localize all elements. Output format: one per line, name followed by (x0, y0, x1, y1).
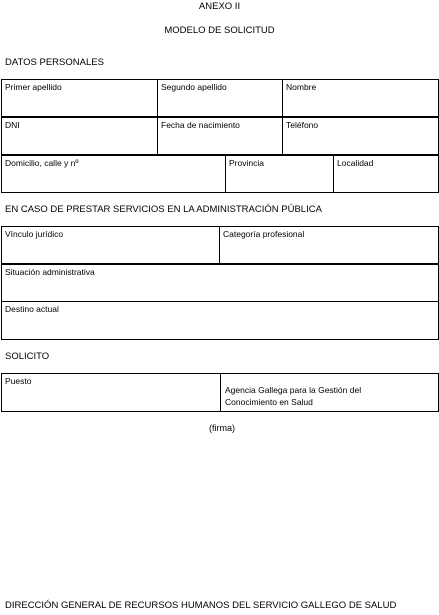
agency-name-line-1: Agencia Gallega para la Gestión del (225, 385, 362, 396)
birth-date-field[interactable] (157, 117, 283, 155)
admin-situation-field[interactable] (1, 264, 439, 302)
phone-field[interactable] (282, 117, 439, 155)
position-label: Puesto (5, 376, 32, 386)
form-title: MODELO DE SOLICITUD (164, 25, 275, 36)
province-field[interactable] (225, 155, 334, 193)
section-heading-request: SOLICITO (5, 351, 50, 362)
dni-label: DNI (5, 120, 20, 130)
professional-category-label: Categoría profesional (223, 229, 305, 239)
name-label: Nombre (286, 82, 317, 92)
position-field[interactable] (1, 373, 221, 412)
current-post-label: Destino actual (5, 304, 59, 314)
annex-title: ANEXO II (198, 1, 241, 12)
signature-label: (firma) (209, 423, 235, 433)
locality-label: Localidad (337, 158, 374, 168)
first-surname-label: Primer apellido (5, 82, 62, 92)
section-heading-personal-data: DATOS PERSONALES (5, 57, 104, 68)
second-surname-field[interactable] (157, 79, 283, 117)
current-post-field[interactable] (1, 301, 439, 340)
phone-label: Teléfono (286, 120, 319, 130)
agency-field (220, 373, 439, 412)
locality-field[interactable] (333, 155, 439, 193)
birth-date-label: Fecha de nacimiento (161, 120, 240, 130)
legal-link-field[interactable] (1, 226, 220, 264)
address-field[interactable] (1, 155, 226, 193)
address-label: Domicilio, calle y nº (5, 158, 79, 168)
agency-name-line-2: Conocimiento en Salud (225, 396, 313, 407)
professional-category-field[interactable] (219, 226, 439, 264)
province-label: Provincia (229, 158, 264, 168)
dni-field[interactable] (1, 117, 158, 155)
admin-situation-label: Situación administrativa (5, 267, 95, 277)
footer-addressee: DIRECCIÓN GENERAL DE RECURSOS HUMANOS DEL SERVICIO GALLEGO DE SALUD (5, 600, 397, 611)
agency-name (225, 385, 361, 408)
name-field[interactable] (282, 79, 439, 117)
section-heading-public-admin: EN CASO DE PRESTAR SERVICIOS EN LA ADMINISTRACIÓN PÚBLICA (5, 204, 322, 215)
second-surname-label: Segundo apellido (161, 82, 227, 92)
legal-link-label: Vínculo jurídico (5, 229, 64, 239)
first-surname-field[interactable] (1, 79, 158, 117)
